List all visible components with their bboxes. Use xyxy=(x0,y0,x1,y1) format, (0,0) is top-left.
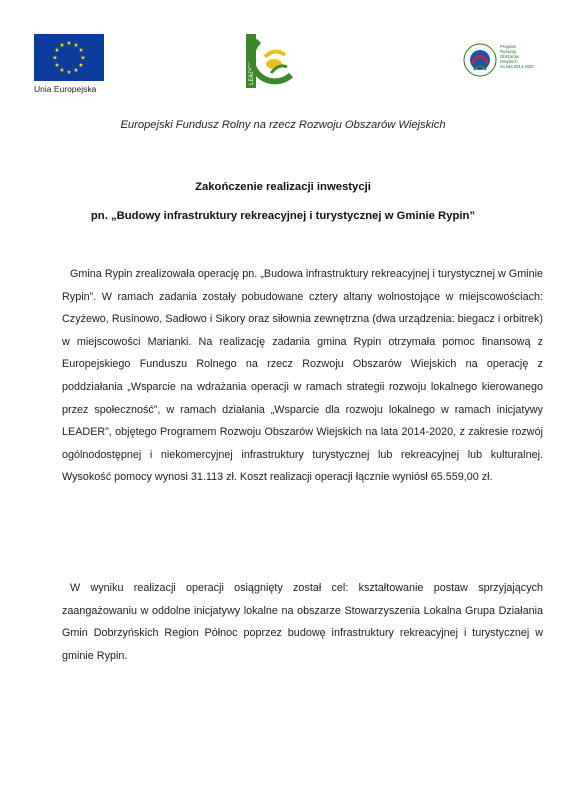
svg-text:★: ★ xyxy=(73,67,79,74)
prow-text-line: Obszarów xyxy=(500,54,519,59)
svg-text:★: ★ xyxy=(491,47,494,51)
svg-text:★: ★ xyxy=(66,40,72,47)
paragraph-goal-achieved: W wyniku realizacji operacji osiągnięty został cel: kształtowanie postaw sprzyjających zaangażowaniu w oddolne inicjatywy lokalne na obszarze Stowarzyszenia Lokalna Grupa Działania Gmin Dobrzyńskich Region Północ poprzez budowę infrastruktury rekreacyjnej i turystycznej w gminie Rypin. xyxy=(62,582,543,662)
svg-text:★: ★ xyxy=(468,44,471,48)
svg-text:★: ★ xyxy=(78,47,84,54)
document-title-line-1: Zakończenie realizacji inwestycji xyxy=(195,181,371,193)
prow-text-line: Wiejskich xyxy=(500,59,518,64)
leader-logo-icon xyxy=(245,33,295,89)
svg-text:★: ★ xyxy=(476,41,479,45)
prow-text-line: Rozwoju xyxy=(500,49,517,54)
svg-text:★: ★ xyxy=(80,54,86,62)
svg-text:★: ★ xyxy=(54,47,60,54)
prow-text-line: na lata 2014-2020 xyxy=(500,64,534,69)
svg-text:★: ★ xyxy=(66,69,72,76)
svg-text:★: ★ xyxy=(73,42,79,49)
svg-text:★: ★ xyxy=(485,42,488,46)
eu-logo-block xyxy=(34,34,104,94)
svg-text:★: ★ xyxy=(59,42,65,49)
fund-name: Europejski Fundusz Rolny na rzecz Rozwoju Obszarów Wiejskich xyxy=(120,119,446,131)
svg-text:★: ★ xyxy=(78,62,84,69)
eu-caption: Unia Europejska xyxy=(34,84,97,94)
prow-text-line: Program xyxy=(500,44,517,49)
svg-text:★: ★ xyxy=(59,67,65,74)
logo-header xyxy=(0,0,566,110)
document-title-line-2: pn. „Budowy infrastruktury rekreacyjnej i turystycznej w Gminie Rypin” xyxy=(90,210,476,222)
svg-text:★: ★ xyxy=(52,54,58,62)
paragraph-operation-description: Gmina Rypin zrealizowała operację pn. „Budowa infrastruktury rekreacyjnej i turystycznej w Gminie Rypin”. W ramach zadania zostały pobudowane cztery altany wolnostojące w miejscowościach: Czyżewo, Rusinowo, Sadłowo i Sikory oraz siłownia zewnętrzna (dwa urządzenia: biegacz i orbitrek) w miejscowości Marianki. Na realizację zadania gmina Rypin otrzymała pomoc finansową z Europejskiego Funduszu Rolnego na rzecz Rozwoju Obszarów Wiejskich na operację z poddziałania „Wsparcie na wdrażania operacji w ramach strategii rozwoju lokalnego kierowanego przez społeczność”, w ramach działania „Wsparcie dla rozwoju lokalnego w ramach inicjatywy LEADER”, objętego Programem Rozwoju Obszarów Wiejskich na lata 2014-2020, z zakresie rozwój ogólnodostępnej i niekomercyjnej infrastruktury turystycznej lub rekreacyjnej lub kulturalnej. Wysokość pomocy wynosi 31.113 zł. Koszt realizacji operacji łącznie wyniósł 65.559,00 zł. xyxy=(62,268,543,484)
prow-logo-text xyxy=(500,44,534,69)
svg-text:LEADER: LEADER xyxy=(248,61,255,85)
eu-flag-icon xyxy=(34,34,104,81)
svg-text:★: ★ xyxy=(54,62,60,69)
